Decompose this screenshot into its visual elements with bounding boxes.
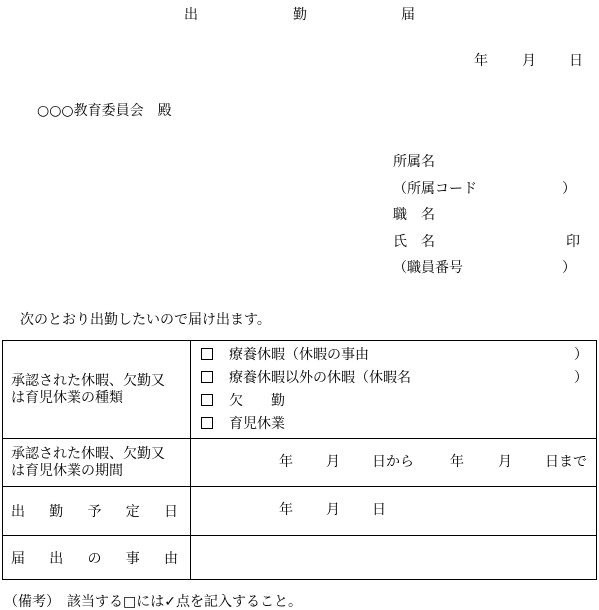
option-absence[interactable] <box>201 393 285 409</box>
table-row-return-date <box>3 487 597 536</box>
leave-type-label-line: 承認された休暇、欠勤又 <box>11 372 165 389</box>
option-label: 療養休暇以外の休暇（休暇名 <box>229 370 411 386</box>
label-char: 由 <box>164 550 178 567</box>
option-close-paren: ） <box>574 347 588 363</box>
table-row-leave-type <box>3 341 597 439</box>
to-year: 年 <box>450 454 464 470</box>
title-char: 届 <box>401 7 415 23</box>
remarks-note: （備考） 該当する□には✓点を記入すること。 <box>4 594 302 610</box>
label-char: 予 <box>87 504 102 520</box>
affiliation-code-open: （所属コード <box>393 181 477 197</box>
table-row-leave-period <box>3 439 597 487</box>
option-close-paren: ） <box>574 370 588 386</box>
affiliation-label: 所属名 <box>393 154 435 170</box>
option-other-leave[interactable] <box>201 370 411 386</box>
leave-period-label-line: 承認された休暇、欠勤又 <box>11 445 165 462</box>
leave-period-value[interactable] <box>191 439 597 487</box>
to-day: 日まで <box>545 454 587 470</box>
option-label: 欠 勤 <box>229 393 285 409</box>
return-date-value[interactable] <box>191 487 597 536</box>
option-childcare-leave[interactable] <box>201 416 285 432</box>
checkbox[interactable] <box>201 417 213 429</box>
from-day: 日から <box>372 454 414 470</box>
option-label: 療養休暇（休暇の事由 <box>229 347 369 363</box>
leave-type-label-line: は育児休業の種類 <box>11 389 123 406</box>
date-month: 月 <box>522 53 536 69</box>
label-char: の <box>87 550 102 567</box>
return-year: 年 <box>279 502 293 518</box>
title-char: 出 <box>184 7 198 23</box>
label-char: 日 <box>164 504 178 520</box>
checkbox[interactable] <box>201 348 213 360</box>
leave-type-options <box>191 341 597 439</box>
checkbox[interactable] <box>201 371 213 383</box>
reason-value[interactable] <box>191 536 597 580</box>
return-date-label <box>3 487 191 536</box>
leave-period-label <box>3 439 191 487</box>
label-char: 出 <box>49 550 64 567</box>
seal-label: 印 <box>566 234 580 250</box>
staff-number-open: （職員番号 <box>393 260 463 276</box>
return-day: 日 <box>372 502 386 518</box>
date-day: 日 <box>569 53 583 69</box>
staff-number-close: ） <box>562 260 576 276</box>
intro-text: 次のとおり出勤したいので届け出ます。 <box>20 312 271 328</box>
name-label: 氏 名 <box>393 234 435 250</box>
addressee: ○○○教育委員会 殿 <box>37 103 172 119</box>
checkbox[interactable] <box>201 394 213 406</box>
position-label: 職 名 <box>393 207 435 223</box>
table-row-reason <box>3 536 597 580</box>
from-month: 月 <box>326 454 340 470</box>
leave-type-label <box>3 341 191 439</box>
title-char: 勤 <box>293 7 307 23</box>
leave-period-label-line: は育児休業の期間 <box>11 462 123 479</box>
option-medical-leave[interactable] <box>201 347 369 363</box>
label-char: 出 <box>11 504 25 520</box>
return-month: 月 <box>326 502 340 518</box>
form-table <box>2 340 597 580</box>
label-char: 定 <box>125 504 140 520</box>
date-year: 年 <box>474 53 488 69</box>
label-char: 届 <box>11 550 25 567</box>
label-char: 勤 <box>49 504 64 520</box>
label-char: 事 <box>125 550 140 567</box>
option-label: 育児休業 <box>229 416 285 432</box>
reason-label <box>3 536 191 580</box>
to-month: 月 <box>498 454 512 470</box>
affiliation-code-close: ） <box>562 181 576 197</box>
from-year: 年 <box>279 454 293 470</box>
